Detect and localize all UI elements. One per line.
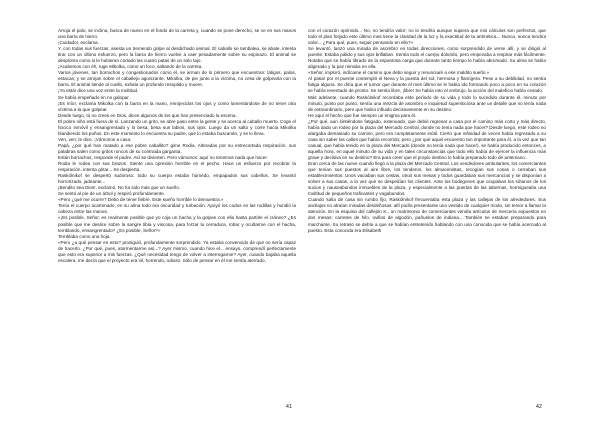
paragraph: con el corazón oprimido... No, no tendría valor; no lo tendría aunque supiera que mis cálculos son perfectos, que todo el plan forjado este último mes tiene la claridad de la luz y la exactitud de la aritmética... Nunca, nunca tendría valor... ¿Para qué, pues, seguir pensando en ello?» [308,28,546,46]
right-page-text [308,28,546,390]
paragraph: ¿Por qué, aun sintiéndose fatigado, extenuado, que debió regresar a casa por el camino más corto y más directo, había dado un rodeo por la plaza del Mercado Central, donde no tenía nada que hacer? Desde luego, este rodeo no alargaba demasiado su camino, pero era completamente inútil. Cierto que infinidad de veces había regresado a su casa sin saber las calles que había recorrido; pero ¿por qué aquel encuentro tan importante para él, a la vez que tan casual, que había tenido en la plaza del Mercado (donde no tenía nada que hacer), se había producido entonces, a aquella hora, en aquel minuto de su vida y en tales circunstancias que todo ello había de ejercer la influencia más grave y decisiva en su destino? Era para creer que el propio destino lo había preparado todo de antemano. [308,118,546,160]
paragraph: Rodia le rodea con sus brazos. Siente una opresión horrible en el pecho. Hace un esfuerzo por recobrar la respiración, intenta gritar... Se despierta. [58,161,296,173]
paragraph: Más adelante, cuando Raskólnikof recordaba este período de su vida y todo lo sucedido durante él, minuto por minuto, punto por punto, sentía una mezcla de asombro e inquietud supersticiosa ante un detalle que no tenía nada de extraordinario, pero que había influido decisivamente en su destino. [308,94,546,112]
paragraph: Se levantó, lanzó una mirada de asombro en todas direcciones, como sorprendido de verse allí, y se dirigió al puente. Estaba pálido y sus ojos brillaban. Sentía todo el cuerpo dolorido, pero empezaba a respirar más fácilmente. Notaba que se había librado de la espantosa carga que durante tanto tiempo le había abrumado. Su alma se había aligerado y la paz reinaba en ella. [308,46,546,70]
paragraph: El pobre niño está fuera de sí. Lanzando un grito, se abre paso entre la gente y se acerca al caballo muerto. Coge el hocico inmóvil y ensangrentado y lo besa; besa sus labios, sus ojos. Luego da un salto y corre hacia Mikolka blandiendo los puños. En este momento lo encuentra su padre, que lo estaba buscando, y se lo lleva. [58,118,296,136]
left-page [58,28,296,410]
left-page-text [58,28,296,390]
paragraph: Tenía el cuerpo acartonado; en su alma todo era oscuridad y turbación. Apoyó los codos en las rodillas y hundió la cabeza entre las manos. [58,203,296,215]
page-number-right: 42 [535,404,542,410]
paragraph: ¡Acabemos con él!, ruge Mikolka, como un loco, saltando de la carreta. [58,64,203,70]
paragraph: «¡Es posible, Señor, es realmente posible que yo coja un hacha y la golpee con ella hasta partirle el cráneo? ¿Es posible que me deslice sobre la sangre tibia y viscosa, para forzar la cerradura, robar y ocultarme con el hacha, temblando, ensangrentado? ¿Es posible, Señor?» [58,215,296,233]
page-number-left: 41 [285,404,292,410]
paragraph: Desde luego, tú no crees en Dios, dicen algunos de los que han presenciado la escena. [58,112,237,118]
paragraph: ¡Bendito sea Dios!, exclamó. No ha sido más que un sueño. [58,185,181,191]
paragraph: Se sentó al pie de un árbol y respiró profundamente. [58,191,165,197]
paragraph: ¡Es mío!, exclama Mikolka con la barra en la mano, enrojecidos los ojos y como lamentándose de no tener otra víctima a la que golpear. [58,100,296,112]
paragraph: Están borrachos, responde el padre. Así se divierten. Pero vámonos: aquí no tenemos nada que hacer. [58,154,268,160]
paragraph: Cuando salía de casa sin rumbo fijo, Raskólnikof frecuentaba esta plaza y las callejas de los alrededores. Sus andrajos no atraían miradas desdeñosas: allí podía presentarse uno vestido de cualquier modo, sin temor a llamar la atención. En la esquina del callejón K., un matrimonio de comerciantes vendía artículos de mercería expuestos en dos mesas: carretes de hilo, ovillos de algodón, pañuelos de indiana... También se estaban preparando para marcharse. Su retraso se debía a que se habían entretenido hablando con una conocida que se había acercado al puesto. Esta conocida era Elisabeth [308,197,546,233]
paragraph: Eran cerca de las nueve cuando llegó a la plaza del Mercado Central. Los vendedores ambulantes, los comerciantes que tenían sus puestos al aire libre, los tenderos, los almacenistas, recogían sus cosas o cerraban sus establecimientos. Unos vaciaban sus cestas, otros sus mesas y todos guardaban sus mercancías y se disponían a volver a sus casas, a la vez que se despedían los clientes. Ante los bodegones que ocupaban los sótanos de los sucios y nauseabundos inmuebles de la plaza, y especialmente a las puertas de las tabernas, hormigueaba una multitud de pequeños traficantes y vagabundos. [308,161,546,197]
paragraph: Papá, ¿por qué han matado a ese pobre caballito? gime Rodia. Alteradas por su entrecortada respiración, sus palabras salen como gritos roncos de su contraída garganta. [58,142,296,154]
paragraph: Varios jóvenes, tan borrachos y congestionados como él, se arman de lo primero que encuentran: látigos, palos, estacas; y se arrojan sobre el caballejo agonizante. Mikolka, de pie junto a la víctima, no cesa de golpearla con la barra. El animal tiende al cuello, exhala un profundo resoplido y muere. [58,70,296,88]
paragraph: Al pasar por el puente contempló el Neva y la puesta del sol, hermosa y flamígera. Pese a su debilidad, no sentía fatiga alguna. Se diría que el tumor que durante el mes último se le había ido formando poco a poco en su corazón se había reventado de pronto. Se sentía libre, ¡libre! Se había roto el embrujo, la acción del maleficio había cesado. [308,76,546,94]
paragraph: «Pero ¿qué me ocurre? Debo de tener fiebre. Este sueño horrible lo demuestra.» [58,197,224,203]
paragraph: «Señor, imploró, indícame el camino que debo seguir y renunciaré a ese maldito sueño.» [308,70,490,76]
right-page [308,28,546,410]
paragraph: Arroja el palo, se inclina, busca de nuevo en el fondo de la carreta y, cuando se pone derecho, se ve en sus manos una barra de hierro. [58,28,296,40]
paragraph: Y, con todas sus fuerzas, asesta un tremendo golpe al desdichado animal. El caballo se tambalea, se abate, intenta tirar con un último esfuerzo, pero la barra de hierro vuelve a caer pesadamente sobre su espinazo. El animal se desploma como si le hubieran cortado las cuatro patas de un solo tajo. [58,46,296,64]
paragraph: Se había empeñado en no galopar. [58,94,130,100]
paragraph: Raskólnikof se despertó sudoroso: todo su cuerpo estaba húmedo, empapados sus cabellos. Se levantó horrorizado, jadeante... [58,173,296,185]
paragraph: He aquí el hecho que fue siempre un enigma para él. [308,112,417,118]
paragraph: ¡Ya está! dice una voz entre la multitud. [58,88,139,94]
paragraph: «Pero ¿a qué pensar en esto? prosiguió, profundamente sorprendido. Ya estaba convencido de que no sería capaz de hacerlo. ¿Por qué, pues, atormentarme así...? Ayer mismo, cuando hice el... ensayo, comprendí perfectamente que esto era superior a mis fuerzas. ¿Qué necesidad tengo de volver a interrogarme? Ayer, cuando bajaba aquella escalera, me decía que el proyecto era vil, horrendo, odioso. Sólo de pensar en él me sentía aterrado, [58,239,296,263]
paragraph: Ven, ven; le dice. ¡Vámonos a casa. [58,136,132,142]
paragraph: Temblaba como una hoja. [58,233,111,239]
paragraph: ¡Cuidado!, exclama. [58,40,99,46]
